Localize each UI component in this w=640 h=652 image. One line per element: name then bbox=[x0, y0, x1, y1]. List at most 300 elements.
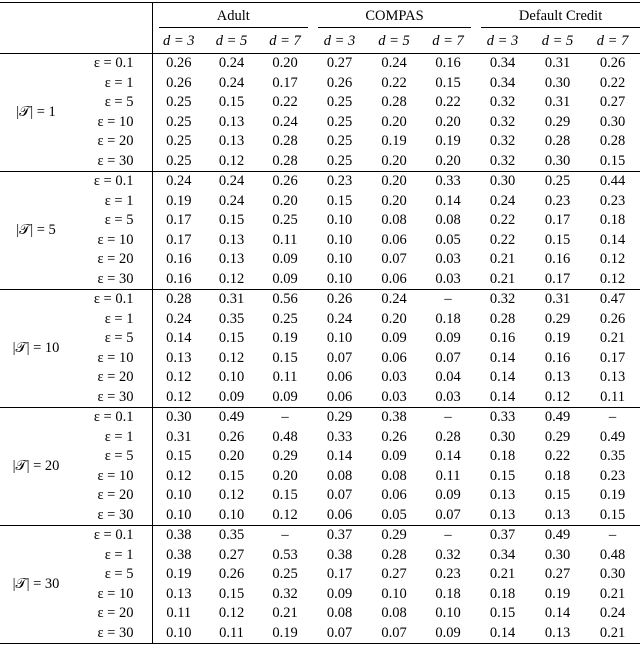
value-cell: 0.13 bbox=[218, 251, 245, 267]
value-cell: 0.03 bbox=[435, 270, 461, 287]
value-cell: 0.15 bbox=[272, 349, 298, 366]
value-cell: 0.07 bbox=[435, 349, 461, 366]
value-cell: 0.31 bbox=[544, 55, 571, 71]
value-cell: 0.12 bbox=[218, 605, 245, 621]
value-cell: 0.20 bbox=[435, 113, 461, 130]
value-cell: 0.18 bbox=[435, 585, 461, 602]
value-cell: 0.25 bbox=[152, 93, 205, 113]
value-cell: 0.17 bbox=[544, 270, 571, 287]
value-cell: 0.25 bbox=[272, 566, 298, 582]
table-row bbox=[0, 54, 640, 74]
value-cell: 0.08 bbox=[435, 212, 461, 228]
value-cell: 0.22 bbox=[381, 74, 407, 91]
value-cell: 0.17 bbox=[599, 349, 626, 366]
value-cell: 0.24 bbox=[326, 310, 353, 327]
value-cell: 0.19 bbox=[599, 487, 626, 503]
value-cell: 0.22 bbox=[272, 94, 298, 110]
value-cell: 0.25 bbox=[326, 133, 353, 149]
value-cell: 0.10 bbox=[152, 486, 205, 506]
value-cell: 0.18 bbox=[599, 212, 626, 228]
value-cell: 0.24 bbox=[367, 290, 421, 310]
epsilon-label: ε = 0.1 bbox=[72, 526, 152, 546]
value-cell: 0.16 bbox=[544, 251, 571, 267]
value-cell: 0.27 bbox=[544, 566, 571, 582]
value-cell: 0.15 bbox=[489, 467, 516, 484]
dataset-label: Default Credit bbox=[481, 5, 640, 28]
value-cell: 0.24 bbox=[218, 55, 245, 71]
table-row bbox=[0, 211, 640, 231]
value-cell: 0.10 bbox=[152, 624, 205, 644]
value-cell: 0.20 bbox=[381, 152, 407, 169]
table-row bbox=[0, 349, 640, 369]
value-cell: 0.26 bbox=[152, 54, 205, 74]
value-cell: 0.12 bbox=[218, 270, 245, 287]
value-cell: 0.10 bbox=[435, 605, 461, 621]
value-cell: 0.13 bbox=[544, 506, 571, 523]
value-cell: 0.35 bbox=[599, 448, 626, 464]
value-cell: 0.14 bbox=[475, 624, 530, 644]
epsilon-label: ε = 1 bbox=[104, 192, 134, 209]
value-cell: 0.12 bbox=[218, 487, 245, 503]
group-label: |𝒯| = 20 bbox=[0, 408, 72, 526]
epsilon-label: ε = 30 bbox=[97, 152, 134, 169]
value-cell: 0.10 bbox=[381, 585, 407, 602]
value-cell: 0.26 bbox=[599, 310, 626, 327]
value-cell: 0.06 bbox=[326, 369, 353, 385]
value-cell: 0.08 bbox=[381, 467, 407, 484]
value-cell: 0.12 bbox=[599, 270, 626, 287]
value-cell: 0.25 bbox=[272, 310, 298, 327]
table-row bbox=[0, 467, 640, 487]
value-cell: 0.15 bbox=[272, 487, 298, 503]
value-cell: 0.19 bbox=[435, 133, 461, 149]
value-cell: 0.30 bbox=[599, 566, 626, 582]
value-cell: 0.23 bbox=[435, 566, 461, 582]
value-cell: 0.13 bbox=[599, 369, 626, 385]
value-cell: 0.22 bbox=[544, 448, 571, 464]
depth-header: d = 7 bbox=[258, 29, 312, 54]
table-row bbox=[0, 408, 640, 428]
value-cell: 0.38 bbox=[152, 526, 205, 546]
value-cell: 0.15 bbox=[218, 212, 245, 228]
epsilon-label: ε = 10 bbox=[97, 585, 134, 602]
depth-header-row bbox=[0, 29, 640, 54]
value-cell: 0.09 bbox=[381, 330, 407, 346]
value-cell: 0.18 bbox=[544, 467, 571, 484]
value-cell: 0.53 bbox=[272, 546, 298, 563]
value-cell: 0.34 bbox=[489, 55, 516, 71]
value-cell: 0.07 bbox=[367, 624, 421, 644]
value-cell: 0.29 bbox=[272, 448, 298, 464]
epsilon-label: ε = 20 bbox=[97, 369, 134, 385]
table-row bbox=[0, 388, 640, 408]
value-cell: 0.10 bbox=[152, 506, 205, 526]
value-cell: 0.09 bbox=[218, 388, 245, 405]
value-cell: 0.29 bbox=[544, 113, 571, 130]
value-cell: 0.18 bbox=[435, 310, 461, 327]
value-cell: 0.32 bbox=[489, 133, 516, 149]
value-cell: 0.27 bbox=[599, 94, 626, 110]
value-cell: 0.19 bbox=[272, 330, 298, 346]
epsilon-label: ε = 30 bbox=[97, 270, 134, 287]
value-cell: 0.17 bbox=[152, 211, 205, 231]
value-cell: 0.13 bbox=[152, 349, 205, 369]
value-cell: 0.28 bbox=[152, 290, 205, 310]
value-cell: 0.38 bbox=[326, 546, 353, 563]
value-cell: 0.06 bbox=[326, 506, 353, 523]
value-cell: 0.19 bbox=[152, 192, 205, 212]
value-cell: 0.06 bbox=[381, 487, 407, 503]
value-cell: 0.30 bbox=[475, 172, 530, 192]
value-cell: 0.11 bbox=[600, 388, 625, 405]
corner-cell bbox=[0, 29, 152, 54]
value-cell: 0.15 bbox=[489, 605, 516, 621]
group-label: |𝒯| = 10 bbox=[0, 290, 72, 408]
value-cell: 0.13 bbox=[218, 231, 245, 248]
epsilon-label: ε = 20 bbox=[97, 251, 134, 267]
value-cell: 0.30 bbox=[489, 428, 516, 445]
group-label: |𝒯| = 30 bbox=[0, 526, 72, 644]
value-cell: – bbox=[421, 526, 475, 546]
value-cell: 0.48 bbox=[599, 546, 626, 563]
value-cell: 0.19 bbox=[381, 133, 407, 149]
value-cell: 0.16 bbox=[152, 270, 205, 290]
value-cell: 0.32 bbox=[475, 290, 530, 310]
table-row bbox=[0, 152, 640, 172]
depth-header: d = 3 bbox=[152, 29, 205, 54]
epsilon-label: ε = 10 bbox=[97, 467, 134, 484]
dataset-header-adult bbox=[152, 3, 312, 30]
value-cell: 0.19 bbox=[544, 330, 571, 346]
value-cell: – bbox=[258, 526, 312, 546]
value-cell: 0.33 bbox=[326, 428, 353, 445]
value-cell: 0.20 bbox=[218, 448, 245, 464]
depth-header: d = 3 bbox=[312, 29, 367, 54]
value-cell: 0.29 bbox=[367, 526, 421, 546]
value-cell: 0.17 bbox=[544, 212, 571, 228]
value-cell: 0.28 bbox=[489, 310, 516, 327]
table-row bbox=[0, 231, 640, 251]
value-cell: 0.03 bbox=[381, 369, 407, 385]
value-cell: 0.06 bbox=[381, 231, 407, 248]
table-row bbox=[0, 290, 640, 310]
value-cell: 0.24 bbox=[152, 310, 205, 330]
value-cell: 0.10 bbox=[218, 369, 245, 385]
value-cell: 0.28 bbox=[544, 133, 571, 149]
value-cell: 0.31 bbox=[152, 428, 205, 448]
value-cell: 0.31 bbox=[544, 94, 571, 110]
epsilon-label: ε = 0.1 bbox=[93, 55, 134, 71]
value-cell: 0.28 bbox=[599, 133, 626, 149]
value-cell: 0.25 bbox=[326, 152, 353, 169]
value-cell: 0.35 bbox=[218, 310, 245, 327]
table-row bbox=[0, 192, 640, 212]
value-cell: 0.25 bbox=[272, 212, 298, 228]
value-cell: 0.30 bbox=[544, 152, 571, 169]
value-cell: 0.18 bbox=[489, 448, 516, 464]
value-cell: 0.13 bbox=[218, 113, 245, 130]
value-cell: 0.26 bbox=[599, 55, 626, 71]
value-cell: 0.09 bbox=[421, 624, 475, 644]
value-cell: 0.16 bbox=[152, 250, 205, 270]
value-cell: 0.28 bbox=[381, 94, 407, 110]
dataset-label: COMPAS bbox=[318, 5, 471, 28]
value-cell: 0.10 bbox=[326, 212, 353, 228]
value-cell: 0.20 bbox=[272, 467, 298, 484]
value-cell: 0.11 bbox=[152, 604, 205, 624]
table-row bbox=[0, 132, 640, 152]
epsilon-label: ε = 20 bbox=[97, 133, 134, 149]
epsilon-label: ε = 30 bbox=[97, 506, 134, 523]
value-cell: 0.34 bbox=[489, 74, 516, 91]
value-cell: 0.14 bbox=[489, 388, 516, 405]
value-cell: 0.37 bbox=[475, 526, 530, 546]
depth-header: d = 5 bbox=[205, 29, 258, 54]
dataset-header-default-credit bbox=[475, 3, 640, 30]
value-cell: 0.09 bbox=[272, 270, 298, 287]
value-cell: 0.26 bbox=[381, 428, 407, 445]
value-cell: 0.30 bbox=[152, 408, 205, 428]
value-cell: 0.21 bbox=[489, 251, 516, 267]
value-cell: 0.31 bbox=[205, 290, 258, 310]
value-cell: 0.20 bbox=[435, 152, 461, 169]
value-cell: 0.11 bbox=[205, 624, 258, 644]
value-cell: 0.06 bbox=[326, 388, 353, 405]
table-row bbox=[0, 506, 640, 526]
value-cell: 0.49 bbox=[530, 526, 585, 546]
value-cell: 0.26 bbox=[326, 74, 353, 91]
value-cell: 0.10 bbox=[326, 330, 353, 346]
value-cell: 0.15 bbox=[599, 506, 626, 523]
value-cell: 0.17 bbox=[152, 231, 205, 251]
value-cell: 0.23 bbox=[599, 192, 626, 209]
value-cell: 0.14 bbox=[599, 231, 626, 248]
value-cell: 0.28 bbox=[272, 152, 298, 169]
value-cell: 0.08 bbox=[381, 605, 407, 621]
depth-header: d = 3 bbox=[475, 29, 530, 54]
value-cell: 0.06 bbox=[381, 270, 407, 287]
value-cell: 0.27 bbox=[326, 55, 353, 71]
value-cell: 0.30 bbox=[599, 113, 626, 130]
value-cell: 0.25 bbox=[326, 94, 353, 110]
value-cell: 0.24 bbox=[489, 192, 516, 209]
value-cell: 0.12 bbox=[272, 506, 298, 523]
value-cell: 0.38 bbox=[367, 408, 421, 428]
value-cell: 0.03 bbox=[435, 251, 461, 267]
value-cell: 0.20 bbox=[381, 310, 407, 327]
value-cell: 0.13 bbox=[530, 624, 585, 644]
table-row bbox=[0, 172, 640, 192]
value-cell: 0.26 bbox=[312, 290, 367, 310]
epsilon-label: ε = 5 bbox=[104, 566, 134, 582]
value-cell: 0.12 bbox=[599, 251, 626, 267]
value-cell: 0.25 bbox=[152, 152, 205, 172]
value-cell: – bbox=[421, 290, 475, 310]
value-cell: 0.20 bbox=[367, 172, 421, 192]
corner-cell bbox=[0, 3, 152, 30]
value-cell: 0.44 bbox=[585, 172, 640, 192]
value-cell: 0.22 bbox=[599, 74, 626, 91]
value-cell: 0.12 bbox=[544, 388, 571, 405]
value-cell: 0.24 bbox=[272, 113, 298, 130]
value-cell: 0.13 bbox=[489, 506, 516, 523]
table-row bbox=[0, 428, 640, 448]
value-cell: 0.09 bbox=[272, 251, 298, 267]
epsilon-label: ε = 30 bbox=[72, 624, 152, 644]
value-cell: 0.33 bbox=[421, 172, 475, 192]
value-cell: – bbox=[585, 408, 640, 428]
value-cell: 0.30 bbox=[544, 546, 571, 563]
value-cell: 0.31 bbox=[530, 290, 585, 310]
value-cell: 0.05 bbox=[435, 231, 461, 248]
value-cell: 0.25 bbox=[530, 172, 585, 192]
value-cell: 0.09 bbox=[272, 388, 298, 405]
epsilon-label: ε = 5 bbox=[104, 448, 134, 464]
epsilon-label: ε = 5 bbox=[104, 212, 134, 228]
value-cell: 0.09 bbox=[435, 330, 461, 346]
value-cell: 0.06 bbox=[381, 349, 407, 366]
value-cell: 0.28 bbox=[435, 428, 461, 445]
epsilon-label: ε = 1 bbox=[104, 310, 134, 327]
dataset-label: Adult bbox=[159, 5, 309, 28]
value-cell: – bbox=[421, 408, 475, 428]
value-cell: 0.26 bbox=[152, 74, 205, 94]
value-cell: 0.09 bbox=[435, 487, 461, 503]
value-cell: 0.14 bbox=[326, 448, 353, 464]
value-cell: 0.27 bbox=[381, 566, 407, 582]
value-cell: – bbox=[258, 408, 312, 428]
value-cell: 0.29 bbox=[544, 310, 571, 327]
value-cell: 0.10 bbox=[326, 251, 353, 267]
group-label: |𝒯| = 5 bbox=[0, 172, 72, 290]
value-cell: 0.24 bbox=[218, 74, 245, 91]
epsilon-label: ε = 1 bbox=[104, 546, 134, 563]
value-cell: 0.07 bbox=[381, 251, 407, 267]
table-row bbox=[0, 329, 640, 349]
value-cell: 0.09 bbox=[381, 448, 407, 464]
value-cell: 0.18 bbox=[489, 585, 516, 602]
value-cell: 0.14 bbox=[544, 605, 571, 621]
value-cell: 0.26 bbox=[218, 566, 245, 582]
value-cell: 0.49 bbox=[530, 408, 585, 428]
table-row bbox=[0, 113, 640, 133]
value-cell: 0.26 bbox=[258, 172, 312, 192]
value-cell: 0.21 bbox=[489, 566, 516, 582]
value-cell: 0.15 bbox=[218, 330, 245, 346]
value-cell: 0.22 bbox=[489, 231, 516, 248]
depth-header: d = 7 bbox=[585, 29, 640, 54]
value-cell: 0.04 bbox=[435, 369, 461, 385]
dataset-header-row bbox=[0, 3, 640, 30]
value-cell: – bbox=[585, 526, 640, 546]
epsilon-label: ε = 5 bbox=[104, 94, 134, 110]
value-cell: 0.19 bbox=[152, 565, 205, 585]
value-cell: 0.12 bbox=[152, 388, 205, 408]
value-cell: 0.38 bbox=[152, 546, 205, 566]
value-cell: 0.05 bbox=[381, 506, 407, 523]
value-cell: 0.11 bbox=[272, 231, 298, 248]
epsilon-label: ε = 10 bbox=[97, 113, 134, 130]
value-cell: 0.12 bbox=[152, 467, 205, 487]
value-cell: 0.16 bbox=[435, 55, 461, 71]
value-cell: 0.19 bbox=[544, 585, 571, 602]
table-row bbox=[0, 526, 640, 546]
value-cell: 0.24 bbox=[381, 55, 407, 71]
value-cell: 0.20 bbox=[381, 192, 407, 209]
value-cell: 0.07 bbox=[312, 624, 367, 644]
value-cell: 0.20 bbox=[381, 113, 407, 130]
value-cell: 0.15 bbox=[152, 447, 205, 467]
value-cell: 0.15 bbox=[218, 585, 245, 602]
value-cell: 0.28 bbox=[381, 546, 407, 563]
value-cell: 0.24 bbox=[599, 605, 626, 621]
epsilon-label: ε = 20 bbox=[97, 487, 134, 503]
value-cell: 0.16 bbox=[489, 330, 516, 346]
epsilon-label: ε = 30 bbox=[97, 388, 134, 405]
value-cell: 0.33 bbox=[475, 408, 530, 428]
value-cell: 0.21 bbox=[599, 585, 626, 602]
table-row bbox=[0, 565, 640, 585]
value-cell: 0.24 bbox=[205, 172, 258, 192]
value-cell: 0.14 bbox=[152, 329, 205, 349]
value-cell: 0.07 bbox=[326, 349, 353, 366]
depth-header: d = 5 bbox=[367, 29, 421, 54]
value-cell: 0.07 bbox=[435, 506, 461, 523]
table-row bbox=[0, 447, 640, 467]
value-cell: 0.20 bbox=[272, 55, 298, 71]
value-cell: 0.13 bbox=[489, 487, 516, 503]
value-cell: 0.23 bbox=[312, 172, 367, 192]
value-cell: 0.49 bbox=[599, 428, 626, 445]
value-cell: 0.10 bbox=[326, 270, 353, 287]
table-row bbox=[0, 270, 640, 290]
value-cell: 0.21 bbox=[599, 330, 626, 346]
value-cell: 0.14 bbox=[489, 349, 516, 366]
table-row bbox=[0, 310, 640, 330]
depth-header: d = 5 bbox=[530, 29, 585, 54]
value-cell: 0.13 bbox=[152, 585, 205, 605]
value-cell: 0.32 bbox=[272, 585, 298, 602]
value-cell: 0.21 bbox=[272, 605, 298, 621]
value-cell: 0.09 bbox=[326, 585, 353, 602]
epsilon-label: ε = 0.1 bbox=[72, 172, 152, 192]
value-cell: 0.14 bbox=[435, 448, 461, 464]
value-cell: 0.48 bbox=[272, 428, 298, 445]
table-row bbox=[0, 74, 640, 94]
value-cell: 0.03 bbox=[381, 388, 407, 405]
value-cell: 0.12 bbox=[152, 368, 205, 388]
value-cell: 0.35 bbox=[205, 526, 258, 546]
epsilon-label: ε = 1 bbox=[104, 74, 134, 91]
value-cell: 0.15 bbox=[218, 94, 245, 110]
value-cell: 0.12 bbox=[218, 349, 245, 366]
value-cell: 0.15 bbox=[544, 487, 571, 503]
value-cell: 0.23 bbox=[599, 467, 626, 484]
table-row bbox=[0, 93, 640, 113]
results-body bbox=[0, 54, 640, 644]
value-cell: 0.32 bbox=[489, 152, 516, 169]
value-cell: 0.23 bbox=[544, 192, 571, 209]
value-cell: 0.56 bbox=[258, 290, 312, 310]
epsilon-label: ε = 5 bbox=[104, 330, 134, 346]
value-cell: 0.15 bbox=[435, 74, 461, 91]
value-cell: 0.24 bbox=[218, 192, 245, 209]
value-cell: 0.29 bbox=[312, 408, 367, 428]
epsilon-label: ε = 1 bbox=[104, 428, 134, 445]
value-cell: 0.37 bbox=[312, 526, 367, 546]
table-row bbox=[0, 546, 640, 566]
value-cell: 0.10 bbox=[326, 231, 353, 248]
